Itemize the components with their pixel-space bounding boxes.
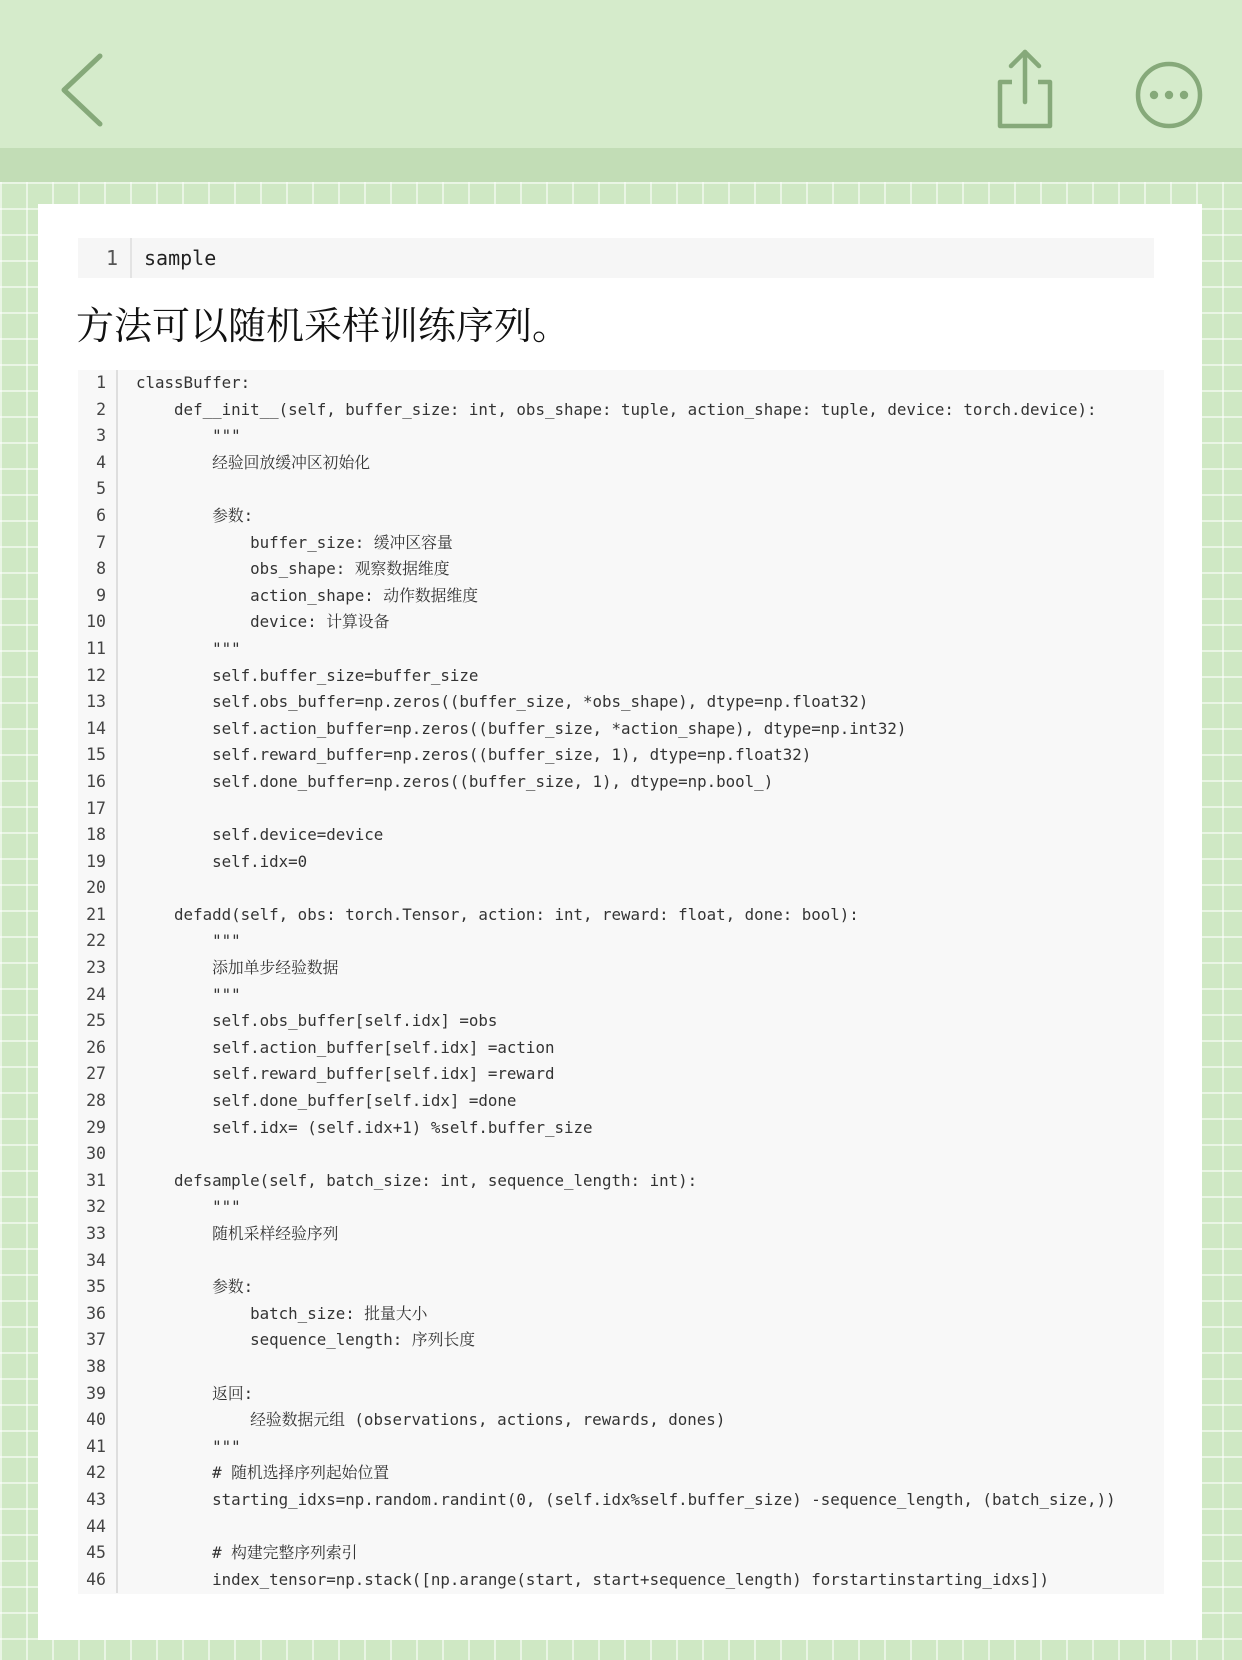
code-line: 随机采样经验序列 <box>136 1224 339 1243</box>
line-number: 31 <box>78 1168 118 1195</box>
line-number: 7 <box>78 530 118 557</box>
line-number: 37 <box>78 1327 118 1354</box>
line-number: 43 <box>78 1487 118 1514</box>
code-line: 参数: <box>136 505 254 525</box>
code-row <box>78 1008 1164 1035</box>
paragraph-text: 方法可以随机采样训练序列。 <box>76 304 571 348</box>
line-number: 26 <box>78 1035 118 1062</box>
line-number: 46 <box>78 1567 118 1594</box>
line-number: 22 <box>78 928 118 955</box>
code-line: self.obs_buffer=np.zeros((buffer_size, *obs_shape), dtype=np.float32) <box>136 692 869 712</box>
code-row <box>78 689 1164 716</box>
code-row <box>78 1354 1164 1381</box>
code-line: """ <box>136 426 241 446</box>
code-line: self.obs_buffer[self.idx] =obs <box>136 1011 498 1031</box>
line-number: 1 <box>78 238 132 278</box>
line-number: 24 <box>78 982 118 1009</box>
code-row <box>78 503 1164 530</box>
code-row <box>78 1061 1164 1088</box>
line-number: 36 <box>78 1301 118 1328</box>
code-row <box>78 796 1164 823</box>
code-line: """ <box>136 931 241 951</box>
code-row <box>78 716 1164 743</box>
code-row <box>78 556 1164 583</box>
code-line: 经验数据元组 (observations, actions, rewards, dones) <box>136 1410 726 1430</box>
code-row <box>78 450 1164 477</box>
code-row <box>78 609 1164 636</box>
code-row <box>78 1381 1164 1408</box>
code-row <box>78 1407 1164 1434</box>
code-line: batch_size: 批量大小 <box>136 1303 428 1323</box>
code-line: 添加单步经验数据 <box>136 958 339 978</box>
code-row <box>78 982 1164 1009</box>
top-navigation-bar <box>0 0 1242 148</box>
code-row <box>78 530 1164 557</box>
line-number: 1 <box>78 370 118 397</box>
line-number: 42 <box>78 1460 118 1487</box>
code-row <box>78 1168 1164 1195</box>
code-row <box>78 1035 1164 1062</box>
code-row <box>78 1194 1164 1221</box>
topbar-divider <box>0 148 1242 182</box>
line-number: 6 <box>78 503 118 530</box>
line-number: 21 <box>78 902 118 929</box>
line-number: 19 <box>78 849 118 876</box>
code-line: # 随机选择序列起始位置 <box>136 1463 390 1483</box>
code-line: # 构建完整序列索引 <box>136 1543 358 1563</box>
back-chevron-icon[interactable] <box>52 52 112 128</box>
note-content-card <box>38 204 1202 1640</box>
code-line: sequence_length: 序列长度 <box>136 1330 475 1350</box>
line-number: 25 <box>78 1008 118 1035</box>
code-row <box>78 583 1164 610</box>
code-row <box>78 1115 1164 1142</box>
code-line: 返回: <box>136 1383 254 1403</box>
code-row <box>78 822 1164 849</box>
code-row <box>78 849 1164 876</box>
code-line: obs_shape: 观察数据维度 <box>136 559 450 579</box>
line-number: 3 <box>78 423 118 450</box>
line-number: 45 <box>78 1540 118 1567</box>
code-row <box>78 875 1164 902</box>
line-number: 13 <box>78 689 118 716</box>
code-line: 经验回放缓冲区初始化 <box>136 452 371 472</box>
more-options-icon[interactable] <box>1134 60 1204 130</box>
line-number: 4 <box>78 450 118 477</box>
code-line: self.action_buffer=np.zeros((buffer_size, *action_shape), dtype=np.int32) <box>136 718 907 738</box>
line-number: 14 <box>78 716 118 743</box>
line-number: 32 <box>78 1194 118 1221</box>
share-icon[interactable] <box>994 44 1056 132</box>
code-line: self.buffer_size=buffer_size <box>136 665 479 685</box>
code-line: self.reward_buffer=np.zeros((buffer_size, 1), dtype=np.float32) <box>136 745 812 765</box>
code-line: self.action_buffer[self.idx] =action <box>136 1037 555 1057</box>
line-number: 41 <box>78 1434 118 1461</box>
code-line: self.idx= (self.idx+1) %self.buffer_size <box>136 1117 593 1137</box>
line-number: 30 <box>78 1141 118 1168</box>
line-number: 15 <box>78 742 118 769</box>
code-row <box>78 928 1164 955</box>
line-number: 8 <box>78 556 118 583</box>
code-line: """ <box>136 638 241 658</box>
code-row <box>78 423 1164 450</box>
line-number: 34 <box>78 1248 118 1275</box>
code-row <box>78 663 1164 690</box>
code-row <box>78 1540 1164 1567</box>
code-row <box>78 1514 1164 1541</box>
code-row <box>78 1460 1164 1487</box>
code-row <box>78 1221 1164 1248</box>
code-line: classBuffer: <box>136 373 251 392</box>
code-line: buffer_size: 缓冲区容量 <box>136 532 453 552</box>
line-number: 44 <box>78 1514 118 1541</box>
line-number: 16 <box>78 769 118 796</box>
code-line: self.device=device <box>136 825 384 845</box>
code-line: """ <box>136 1436 241 1456</box>
code-line: sample <box>144 246 217 270</box>
line-number: 11 <box>78 636 118 663</box>
code-row <box>78 955 1164 982</box>
code-line: 参数: <box>136 1277 254 1297</box>
code-line: self.done_buffer[self.idx] =done <box>136 1091 517 1111</box>
code-line: self.reward_buffer[self.idx] =reward <box>136 1064 555 1084</box>
line-number: 39 <box>78 1381 118 1408</box>
code-row <box>78 1434 1164 1461</box>
line-number: 29 <box>78 1115 118 1142</box>
code-row <box>78 902 1164 929</box>
code-line: def__init__(self, buffer_size: int, obs_shape: tuple, action_shape: tuple, device: torch.device): <box>136 399 1097 419</box>
code-line: self.done_buffer=np.zeros((buffer_size, 1), dtype=np.bool_) <box>136 771 774 791</box>
line-number: 10 <box>78 609 118 636</box>
code-row <box>78 636 1164 663</box>
code-row <box>78 1088 1164 1115</box>
code-row <box>78 769 1164 796</box>
code-row <box>78 1248 1164 1275</box>
line-number: 40 <box>78 1407 118 1434</box>
code-row <box>78 1301 1164 1328</box>
code-row <box>78 1487 1164 1514</box>
code-line: """ <box>136 984 241 1004</box>
code-block <box>78 370 1164 1594</box>
line-number: 12 <box>78 663 118 690</box>
code-row <box>78 1274 1164 1301</box>
line-number: 18 <box>78 822 118 849</box>
code-line: defsample(self, batch_size: int, sequence_length: int): <box>136 1170 698 1190</box>
code-line: defadd(self, obs: torch.Tensor, action: int, reward: float, done: bool): <box>136 904 859 924</box>
line-number: 20 <box>78 875 118 902</box>
line-number: 27 <box>78 1061 118 1088</box>
line-number: 35 <box>78 1274 118 1301</box>
code-line: starting_idxs=np.random.randint(0, (self.idx%self.buffer_size) -sequence_length, (batch_size,)) <box>136 1489 1116 1509</box>
line-number: 2 <box>78 397 118 424</box>
line-number: 5 <box>78 476 118 503</box>
line-number: 28 <box>78 1088 118 1115</box>
code-line: self.idx=0 <box>136 851 308 871</box>
code-row <box>78 742 1164 769</box>
code-line: action_shape: 动作数据维度 <box>136 585 479 605</box>
code-row <box>78 397 1164 424</box>
code-line: """ <box>136 1197 241 1217</box>
line-number: 9 <box>78 583 118 610</box>
code-line: index_tensor=np.stack([np.arange(start, start+sequence_length) forstartinstarting_idxs]) <box>136 1569 1050 1589</box>
code-row <box>78 1567 1164 1594</box>
line-number: 38 <box>78 1354 118 1381</box>
inline-code-block <box>78 238 1154 278</box>
line-number: 17 <box>78 796 118 823</box>
code-line: device: 计算设备 <box>136 612 390 632</box>
line-number: 23 <box>78 955 118 982</box>
code-row <box>78 1327 1164 1354</box>
line-number: 33 <box>78 1221 118 1248</box>
code-row <box>78 1141 1164 1168</box>
code-row <box>78 476 1164 503</box>
code-row <box>78 370 1164 397</box>
